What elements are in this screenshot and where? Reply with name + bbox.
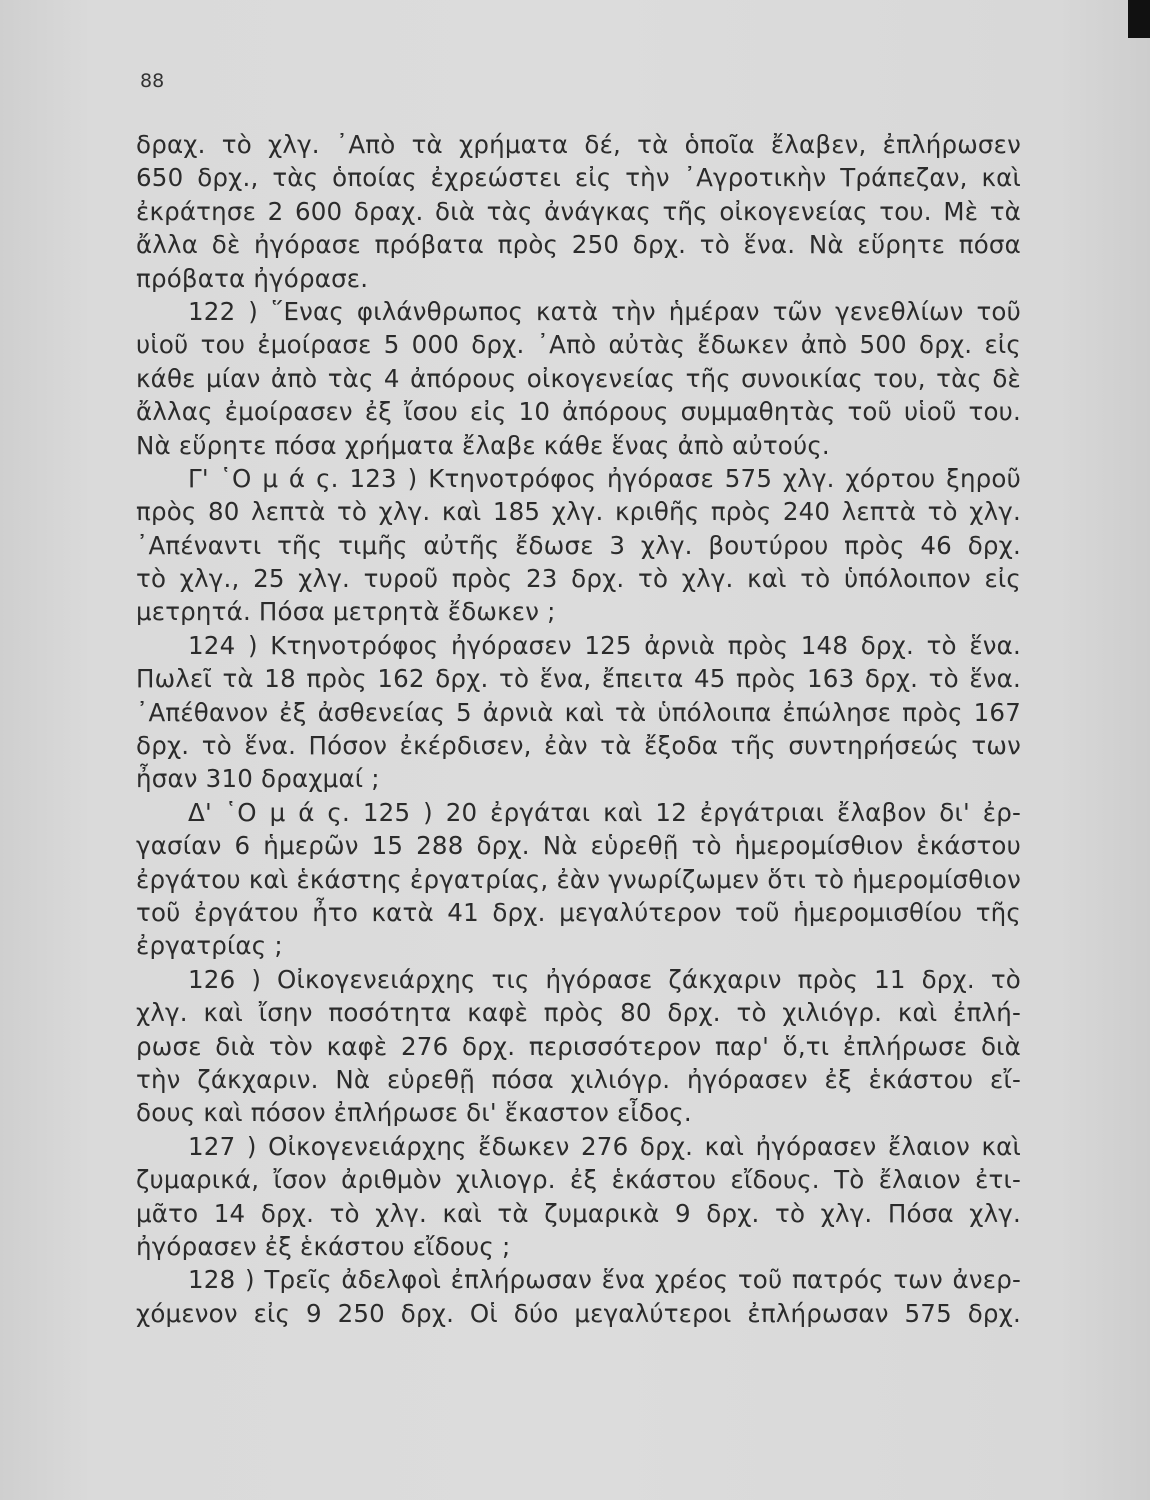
- text-line: δραχ. τὸ χλγ. ᾿Απὸ τὰ χρήματα δέ, τὰ ὁποῖα ἔλαβεν, ἐπλήρωσεν: [136, 130, 1021, 159]
- text-line: ἐκράτησε 2 600 δραχ. διὰ τὰς ἀνάγκας τῆς οἰκογενείας του. Μὲ τὰ: [136, 196, 1021, 226]
- text-line: ρωσε διὰ τὸν καφὲ 276 δρχ. περισσότερον παρ' ὅ,τι ἐπλήρωσε διὰ: [136, 1031, 1021, 1061]
- text-line: 650 δρχ., τὰς ὁποίας ἐχρεώστει εἰς τὴν ᾿Αγροτικὴν Τράπεζαν, καὶ: [136, 163, 1021, 193]
- text-line: Νὰ εὕρητε πόσα χρήματα ἔλαβε κάθε ἕνας ἀπὸ αὐτούς.: [136, 430, 830, 460]
- text-line: πρὸς 80 λεπτὰ τὸ χλγ. καὶ 185 χλγ. κριθῆς πρὸς 240 λεπτὰ τὸ χλγ.: [136, 497, 1021, 527]
- text-line: πρόβατα ἠγόρασε.: [136, 263, 369, 293]
- text-line: ἠγόρασεν ἐξ ἑκάστου εἴδους ;: [136, 1231, 511, 1261]
- text-line: 127 ) Οἰκογενειάρχης ἔδωκεν 276 δρχ. καὶ ἠγόρασεν ἔλαιον καὶ: [188, 1131, 1021, 1161]
- text-line: υἱοῦ του ἐμοίρασε 5 000 δρχ. ᾿Απὸ αὐτὰς ἔδωκεν ἀπὸ 500 δρχ. εἰς: [136, 330, 1021, 360]
- text-line: 122 ) ῞Ενας φιλάνθρωπος κατὰ τὴν ἡμέραν τῶν γενεθλίων τοῦ: [188, 296, 1021, 326]
- text-line: ᾿Απέθανον ἐξ ἀσθενείας 5 ἀρνιὰ καὶ τὰ ὑπόλοιπα ἐπώλησε πρὸς 167: [136, 697, 1021, 727]
- text-line: τοῦ ἐργάτου ἦτο κατὰ 41 δρχ. μεγαλύτερον τοῦ ἡμερομισθίου τῆς: [136, 897, 1021, 927]
- text-line: μετρητά. Πόσα μετρητὰ ἔδωκεν ;: [136, 597, 556, 627]
- scan-corner-shadow: [1128, 0, 1150, 38]
- text-line: 128 ) Τρεῖς ἀδελφοὶ ἐπλήρωσαν ἕνα χρέος τοῦ πατρός των ἀνερ-: [188, 1265, 1021, 1295]
- text-line: τὴν ζάκχαριν. Νὰ εὑρεθῇ πόσα χιλιόγρ. ἠγόρασεν ἐξ ἑκάστου εἴ-: [136, 1064, 1021, 1094]
- page-number: 88: [140, 70, 165, 92]
- text-line: χλγ. καὶ ἴσην ποσότητα καφὲ πρὸς 80 δρχ. τὸ χιλιόγρ. καὶ ἐπλή-: [136, 998, 1021, 1028]
- text-line: μᾶτο 14 δρχ. τὸ χλγ. καὶ τὰ ζυμαρικὰ 9 δρχ. τὸ χλγ. Πόσα χλγ.: [136, 1198, 1021, 1228]
- text-line: ἐργάτου καὶ ἑκάστης ἐργατρίας, ἐὰν γνωρίζωμεν ὅτι τὸ ἡμερομίσθιον: [136, 864, 1021, 894]
- text-line: Γ' ῾Ο μ ά ς. 123 ) Κτηνοτρόφος ἠγόρασε 575 χλγ. χόρτου ξηροῦ: [188, 463, 1021, 493]
- text-line: ζυμαρικά, ἴσον ἀριθμὸν χιλιογρ. ἐξ ἑκάστου εἴδους. Τὸ ἔλαιον ἐτι-: [136, 1165, 1021, 1195]
- text-line: ἐργατρίας ;: [136, 931, 283, 961]
- body-text: [136, 128, 1021, 1330]
- text-line: ᾿Απέναντι τῆς τιμῆς αὐτῆς ἔδωσε 3 χλγ. βουτύρου πρὸς 46 δρχ.: [136, 530, 1021, 560]
- text-line: τὸ χλγ., 25 χλγ. τυροῦ πρὸς 23 δρχ. τὸ χλγ. καὶ τὸ ὑπόλοιπον εἰς: [136, 564, 1021, 594]
- text-line: ἄλλα δὲ ἠγόρασε πρόβατα πρὸς 250 δρχ. τὸ ἕνα. Νὰ εὕρητε πόσα: [136, 230, 1021, 260]
- text-line: ἦσαν 310 δραχμαί ;: [136, 764, 380, 794]
- text-line: δρχ. τὸ ἕνα. Πόσον ἐκέρδισεν, ἐὰν τὰ ἔξοδα τῆς συντηρήσεώς των: [136, 731, 1021, 761]
- text-line: κάθε μίαν ἀπὸ τὰς 4 ἀπόρους οἰκογενείας τῆς συνοικίας του, τὰς δὲ: [136, 363, 1021, 393]
- text-line: γασίαν 6 ἡμερῶν 15 288 δρχ. Νὰ εὑρεθῇ τὸ ἡμερομίσθιον ἑκάστου: [136, 831, 1021, 861]
- text-line: Δ' ῾Ο μ ά ς. 125 ) 20 ἐργάται καὶ 12 ἐργάτριαι ἔλαβον δι' ἐρ-: [188, 797, 1021, 827]
- text-line: Πωλεῖ τὰ 18 πρὸς 162 δρχ. τὸ ἕνα, ἔπειτα 45 πρὸς 163 δρχ. τὸ ἕνα.: [136, 664, 1021, 694]
- text-line: 124 ) Κτηνοτρόφος ἠγόρασεν 125 ἀρνιὰ πρὸς 148 δρχ. τὸ ἕνα.: [188, 630, 1021, 660]
- text-line: 126 ) Οἰκογενειάρχης τις ἠγόρασε ζάκχαριν πρὸς 11 δρχ. τὸ: [188, 964, 1021, 994]
- text-line: δους καὶ πόσον ἐπλήρωσε δι' ἕκαστον εἶδος.: [136, 1098, 692, 1128]
- text-line: ἄλλας ἐμοίρασεν ἐξ ἴσου εἰς 10 ἀπόρους συμμαθητὰς τοῦ υἱοῦ του.: [136, 397, 1021, 427]
- text-line: χόμενον εἰς 9 250 δρχ. Οἱ δύο μεγαλύτεροι ἐπλήρωσαν 575 δρχ.: [136, 1298, 1021, 1328]
